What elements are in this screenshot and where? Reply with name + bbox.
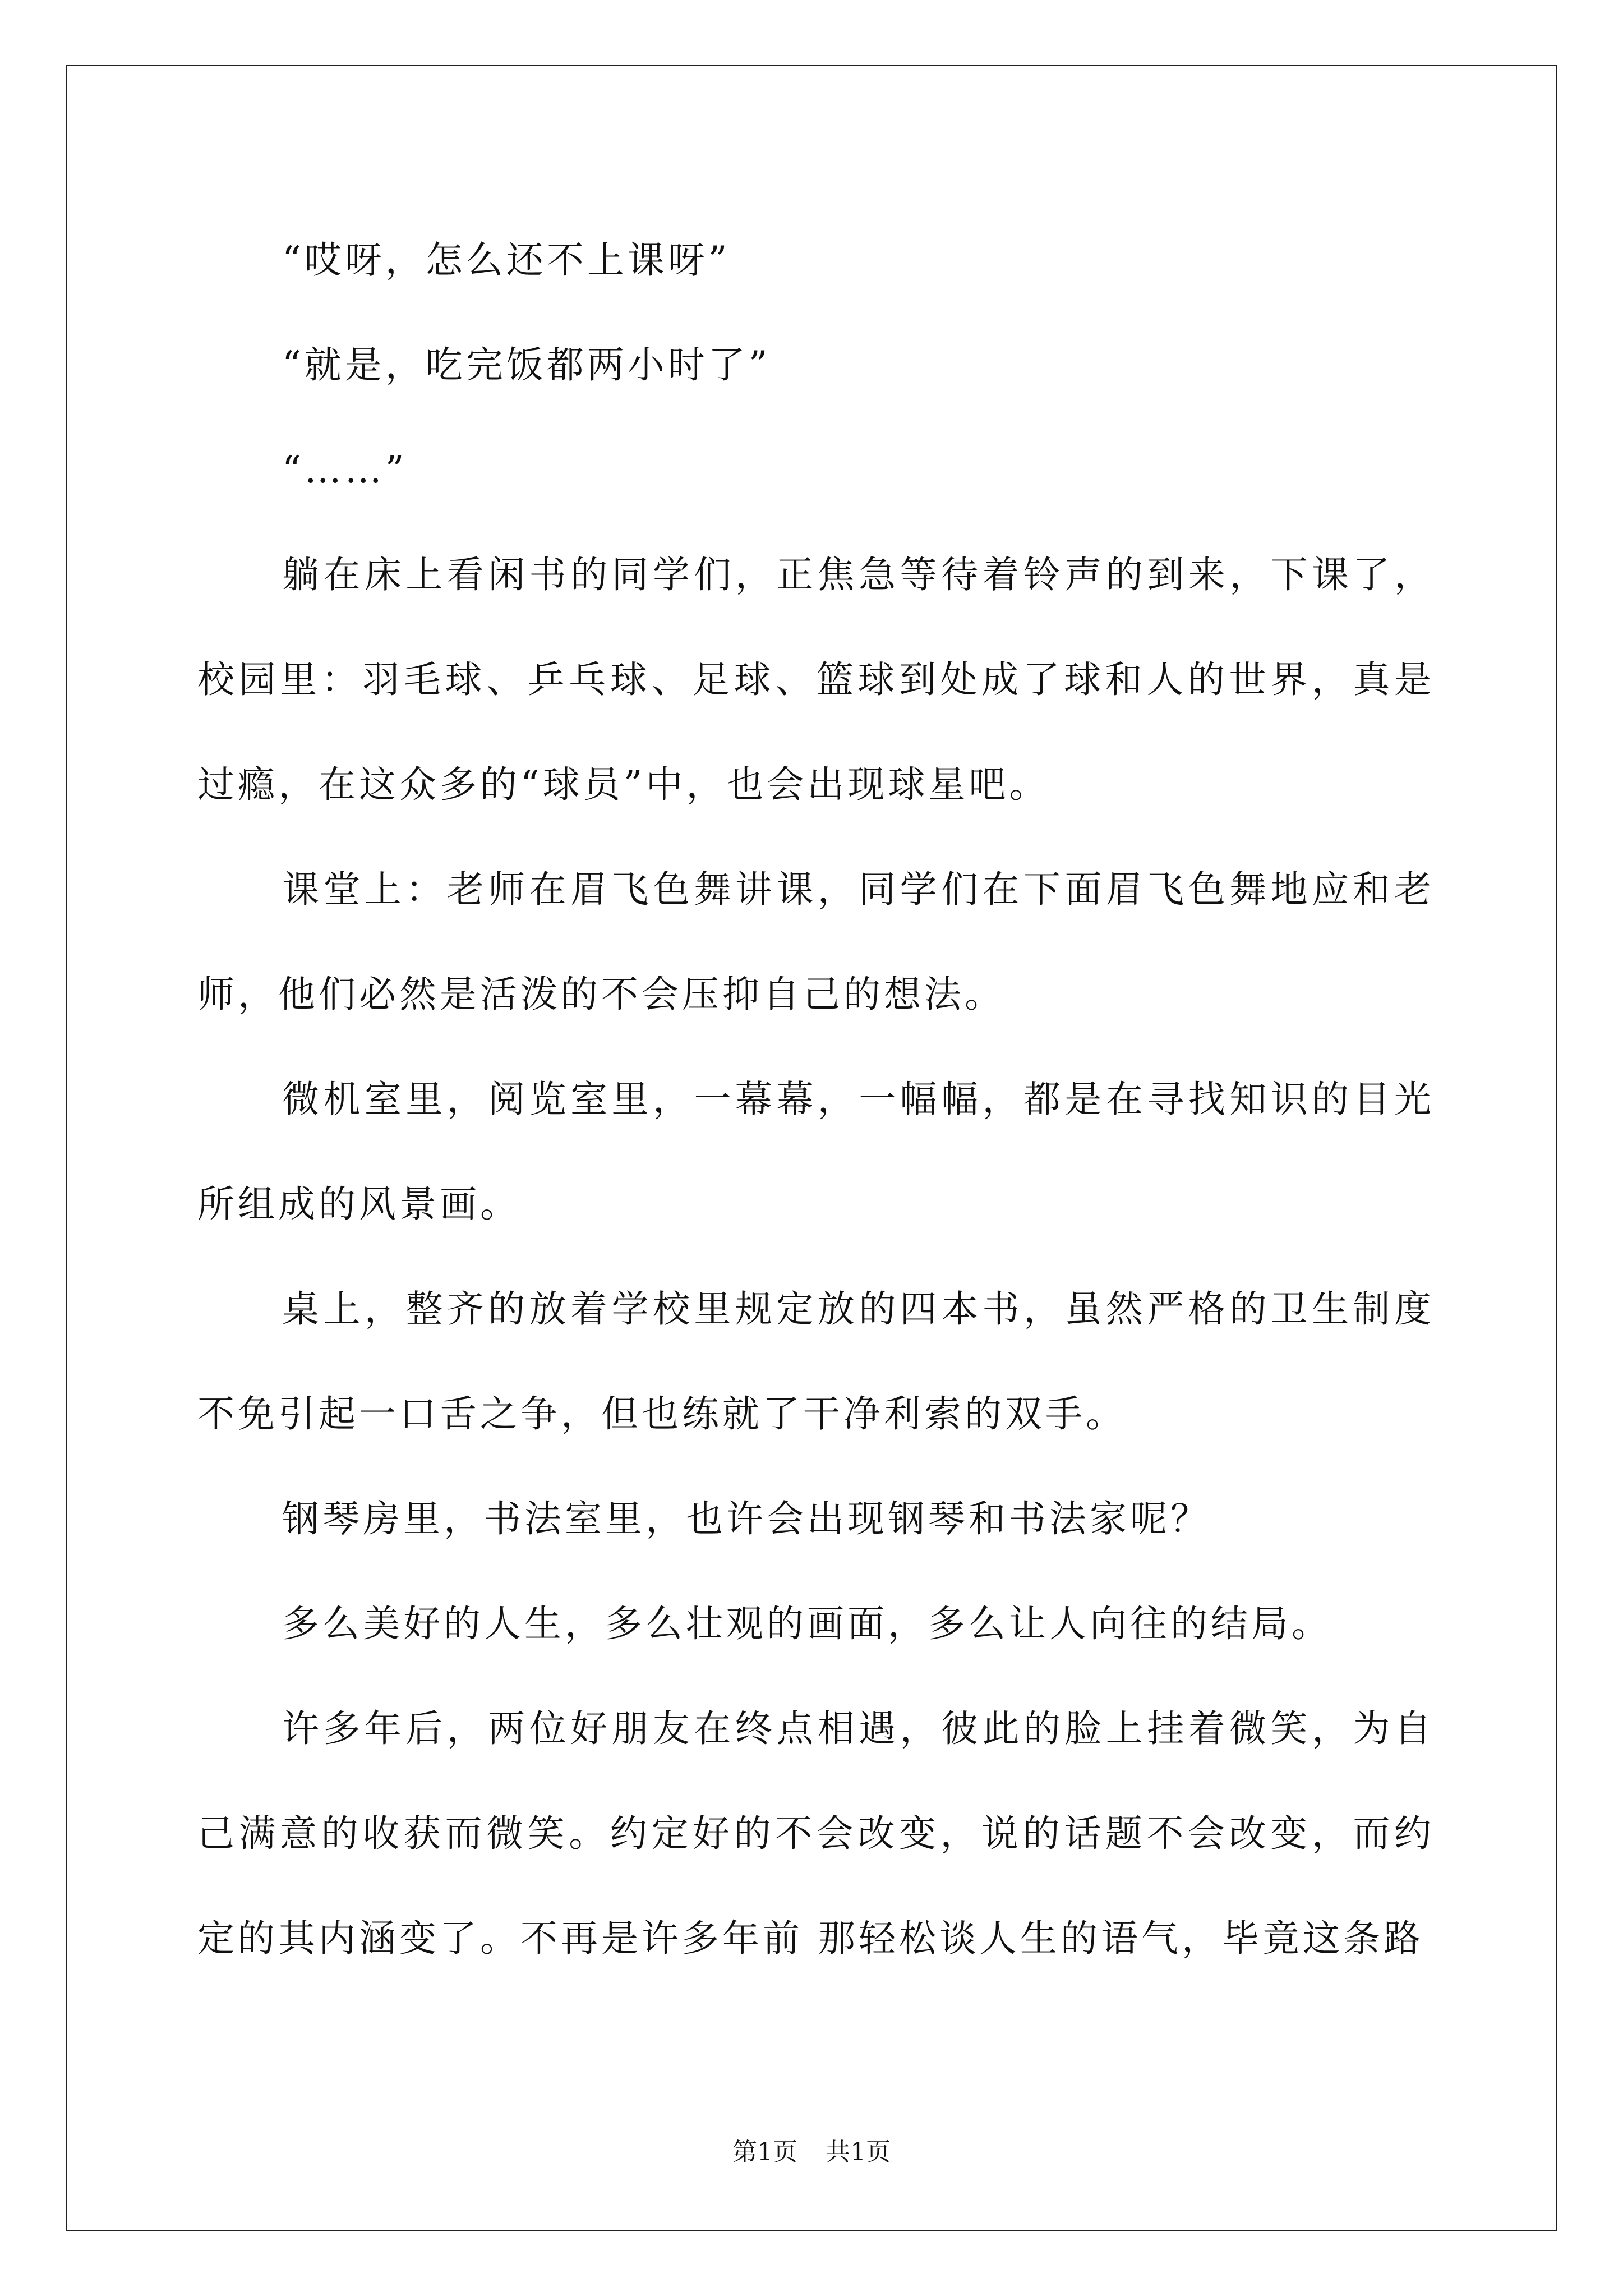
page-footer [0, 2132, 1623, 2168]
paragraph: 躺在床上看闲书的同学们，正焦急等待着铃声的到来，下课了，校园里：羽毛球、乒乓球、足球、篮球到处成了球和人的世界，真是过瘾，在这众多的“球员”中，也会出现球星吧。 [197, 553, 1435, 806]
page-number: 第1页 [732, 2138, 797, 2166]
document-body [197, 208, 1435, 1991]
paragraph: 许多年后，两位好朋友在终点相遇，彼此的脸上挂着微笑，为自己满意的收获而微笑。约定好的不会改变，说的话题不会改变，而约定的其内涵变了。不再是许多年前 那轻松谈人生的语气，毕竟这条路 [197, 1707, 1435, 1960]
paragraph: “……” [282, 448, 408, 491]
paragraph: 多么美好的人生，多么壮观的画面，多么让人向往的结局。 [282, 1602, 1332, 1645]
paragraph: “哎呀，怎么还不上课呀” [282, 238, 731, 282]
paragraph: 微机室里，阅览室里，一幕幕，一幅幅，都是在寻找知识的目光所组成的风景画。 [197, 1078, 1435, 1226]
paragraph: 课堂上：老师在眉飞色舞讲课，同学们在下面眉飞色舞地应和老师，他们必然是活泼的不会压抑自己的想法。 [197, 868, 1435, 1016]
page-count: 共1页 [826, 2138, 891, 2166]
paragraph: 钢琴房里，书法室里，也许会出现钢琴和书法家呢？ [282, 1497, 1211, 1540]
paragraph: “就是，吃完饭都两小时了” [282, 343, 771, 386]
paragraph: 桌上，整齐的放着学校里规定放的四本书，虽然严格的卫生制度不免引起一口舌之争，但也练就了干净利索的双手。 [197, 1287, 1435, 1435]
